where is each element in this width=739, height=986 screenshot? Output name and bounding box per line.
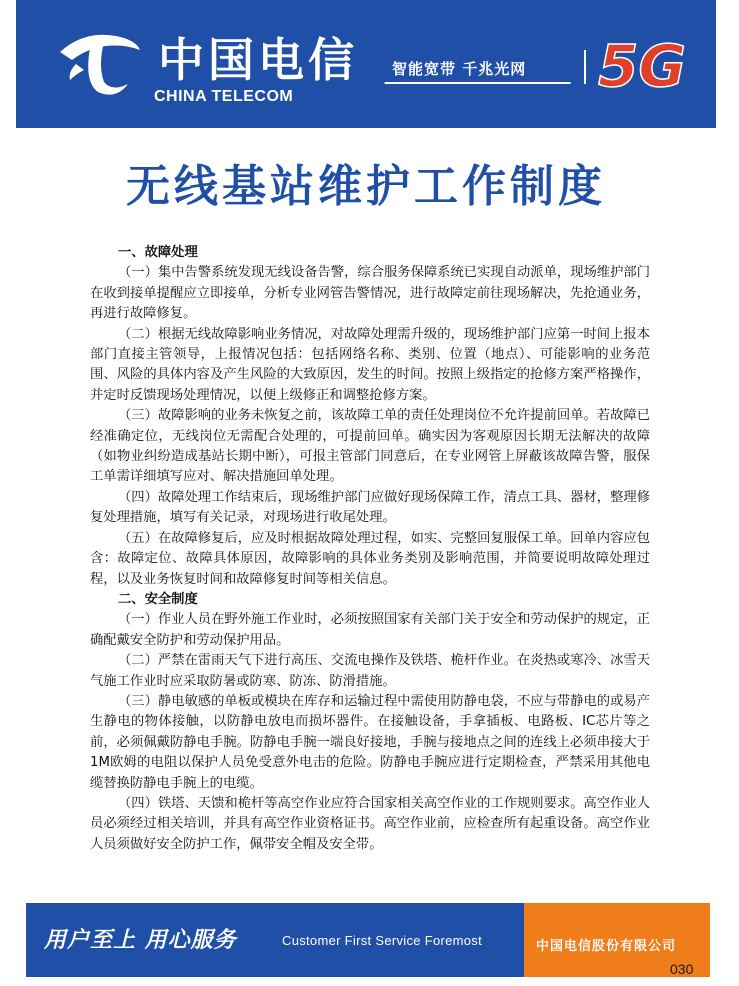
brand-name-english: CHINA TELECOM: [154, 88, 294, 105]
paragraph: （一）集中告警系统发现无线设备告警，综合服务保障系统已实现自动派单，现场维护部门在收到接单提醒应立即接单，分析专业网管告警情况，进行故障定前往现场解决，先抢通业务，再进行故障修复。: [90, 265, 650, 322]
paragraph: （一）作业人员在野外施工作业时，必须按照国家有关部门关于安全和劳动保护的规定，正确配戴安全防护和劳动保护用品。: [90, 612, 650, 648]
paragraph: （四）铁塔、天馈和桅杆等高空作业应符合国家相关高空作业的工作规则要求。高空作业人员必须经过相关培训，并具有高空作业资格证书。高空作业前，应检查所有起重设备。高空作业人员须做好安全防护工作，佩带安全帽及安全带。: [90, 795, 650, 852]
header-slogan: 智能宽带 千兆光网: [392, 60, 527, 78]
paragraph: （二）严禁在雷雨天气下进行高压、交流电操作及铁塔、桅杆作业。在炎热或寒冷、冰雪天气施工作业时应采取防暑或防寒、防冻、防滑措施。: [90, 653, 650, 689]
brand-name-chinese: 中国电信: [158, 33, 358, 87]
document-body: [90, 243, 650, 855]
five-g-label: 5G: [598, 32, 686, 96]
page-title: 无线基站维护工作制度: [126, 161, 606, 212]
paragraph: （五）在故障修复后，应及时根据故障处理过程，如实、完整回复服保工单。回单内容应包含：故障定位、故障具体原因，故障影响的具体业务类别及影响范围，并简要说明故障处理过程，以及业务恢复时间和故障修复时间等相关信息。: [90, 530, 650, 587]
paragraph: （四）故障处理工作结束后，现场维护部门应做好现场保障工作，清点工具、器材，整理修复处理措施，填写有关记录，对现场进行收尾处理。: [90, 489, 650, 526]
poster: [16, 0, 716, 986]
page-number: 030: [670, 961, 694, 977]
paragraph: （三）故障影响的业务未恢复之前，该故障工单的责任处理岗位不允许提前回单。若故障已经准确定位，无线岗位无需配合处理的，可提前回单。确实因为客观原因长期无法解决的故障（如物业纠纷造成基站长期中断），可报主管部门同意后，在专业网管上屏蔽该故障告警，服保工单需详细填写应对、解决措施回单处理。: [90, 408, 650, 485]
five-g-logo: [594, 32, 694, 96]
footer-banner: [16, 903, 716, 986]
footer-motto-english: Customer First Service Foremost: [282, 933, 483, 948]
paragraph: （三）静电敏感的单板或模块在库存和运输过程中需使用防静电袋，不应与带静电的或易产生静电的物体接触，以防静电放电而损坏器件。在接触设备，手拿插板、电路板、IC芯片等之前，必须佩戴防静电手腕。防静电手腕一端良好接地，手腕与接地点之间的连线上必须串接大于1M欧姆的电阻以保护人员免受意外电击的危险。防静电手腕应进行定期检查，严禁采用其他电缆替换防静电手腕上的电缆。: [90, 693, 650, 791]
section-heading: 一、故障处理: [118, 245, 198, 260]
header-divider: [584, 50, 586, 84]
paragraph: （二）根据无线故障影响业务情况，对故障处理需升级的，现场维护部门应第一时间上报本部门直接主管领导，上报情况包括：包括网络名称、类别、位置（地点）、可能影响的业务范围、风险的具体内容及产生风险的大致原因，发生的时间。按照上级指定的抢修方案严格操作，并定时反馈现场处理情况，以便上级修正和调整抢修方案。: [90, 326, 650, 403]
footer-company-name: 中国电信股份有限公司: [536, 939, 677, 954]
header-banner: [16, 0, 716, 128]
footer-motto: 用户至上 用心服务: [44, 927, 237, 953]
china-telecom-logo-icon: [54, 26, 146, 98]
section-heading: 二、安全制度: [118, 591, 198, 607]
